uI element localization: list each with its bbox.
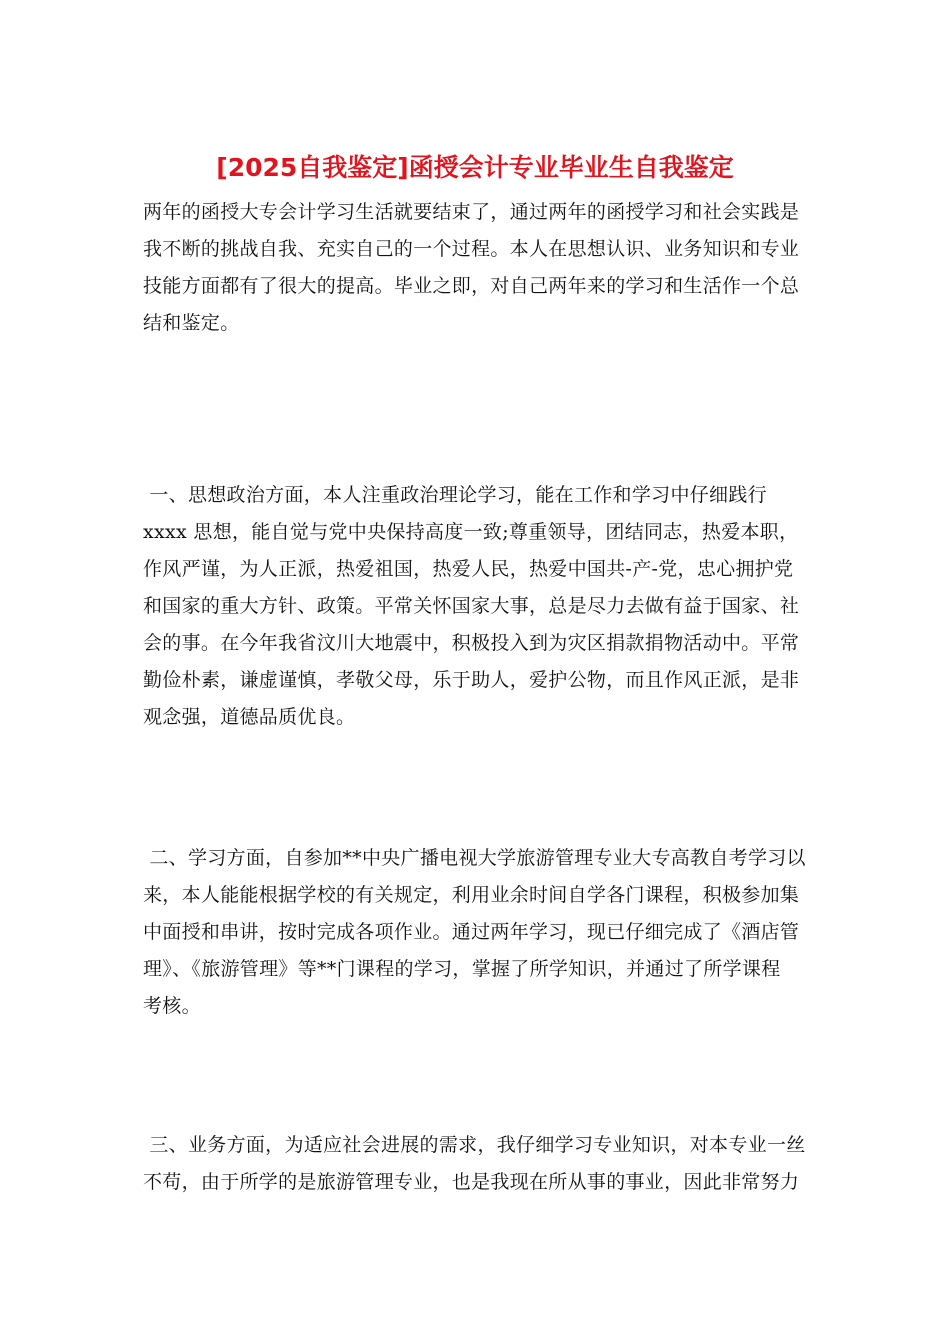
paragraph-intro (143, 194, 811, 342)
paragraph-line: 中面授和串讲，按时完成各项作业。通过两年学习，现已仔细完成了《酒店管 (143, 921, 800, 943)
paragraph-line: 结和鉴定。 (143, 312, 240, 334)
paragraph-line: 勤俭朴素，谦虚谨慎，孝敬父母，乐于助人，爱护公物，而且作风正派，是非 (143, 669, 800, 691)
paragraph-line: 不苟，由于所学的是旅游管理专业，也是我现在所从事的事业，因此非常努力 (143, 1171, 800, 1193)
paragraph-line: 会的事。在今年我省汶川大地震中，积极投入到为灾区捐款捐物活动中。平常 (143, 632, 800, 654)
paragraph-line: 来，本人能能根据学校的有关规定，利用业余时间自学各门课程，积极参加集 (143, 884, 800, 906)
document-title: [2025自我鉴定]函授会计专业毕业生自我鉴定 (216, 153, 734, 182)
paragraph-line: 作风严谨，为人正派，热爱祖国，热爱人民，热爱中国共-产-党，忠心拥护党 (143, 558, 794, 580)
paragraph-line: 一、思想政治方面，本人注重政治理论学习，能在工作和学习中仔细践行 (143, 484, 767, 506)
paragraph-political (143, 477, 811, 736)
paragraph-line: 二、学习方面，自参加**中央广播电视大学旅游管理专业大专高教自考学习以 (143, 847, 806, 869)
paragraph-line: 理》、《旅游管理》等**门课程的学习，掌握了所学知识，并通过了所学课程 (143, 958, 781, 980)
paragraph-study (143, 840, 811, 1025)
paragraph-line: 技能方面都有了很大的提高。毕业之即，对自己两年来的学习和生活作一个总 (143, 275, 800, 297)
paragraph-line: 三、业务方面，为适应社会进展的需求，我仔细学习专业知识，对本专业一丝 (143, 1134, 806, 1156)
paragraph-line: xxxx 思想，能自觉与党中央保持高度一致;尊重领导，团结同志，热爱本职， (143, 521, 799, 543)
paragraph-business (143, 1127, 811, 1201)
paragraph-line: 我不断的挑战自我、充实自己的一个过程。本人在思想认识、业务知识和专业 (143, 238, 800, 260)
paragraph-line: 观念强，道德品质优良。 (143, 706, 356, 728)
paragraph-line: 两年的函授大专会计学习生活就要结束了，通过两年的函授学习和社会实践是 (143, 201, 800, 223)
paragraph-line: 考核。 (143, 995, 201, 1017)
paragraph-line: 和国家的重大方针、政策。平常关怀国家大事，总是尽力去做有益于国家、社 (143, 595, 800, 617)
